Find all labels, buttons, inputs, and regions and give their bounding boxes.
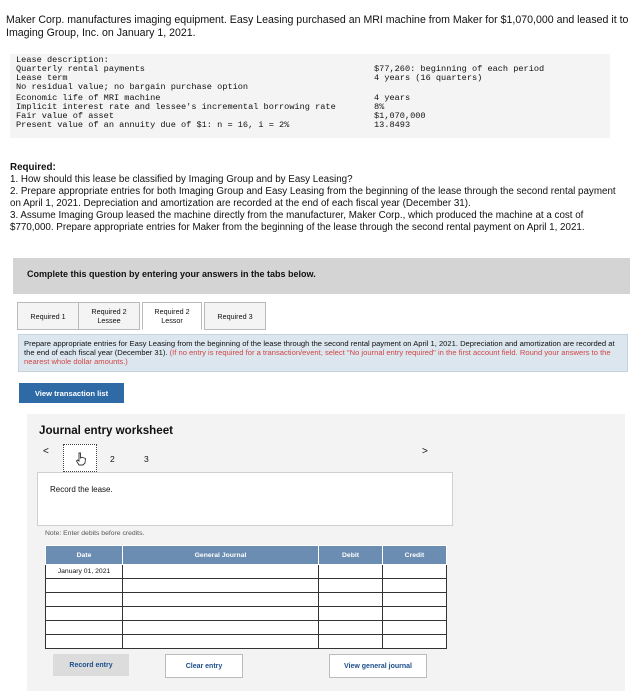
instructions-main: Prepare appropriate entries for Easy Leasing from the beginning of the lease through the second rental payment on April 1, 2021. Depreciation and amortization are recorded at the end of each fiscal year (December 31).	[24, 339, 615, 357]
debit-cell[interactable]	[319, 579, 383, 593]
lease-desc-row	[16, 121, 604, 130]
record-instruction-text: Record the lease.	[50, 485, 113, 494]
tab-required-2-lessee[interactable]: Required 2 Lessee	[78, 302, 140, 330]
column-header-date: Date	[46, 546, 123, 565]
table-row	[46, 579, 447, 593]
date-cell[interactable]	[46, 579, 123, 593]
debits-before-credits-note: Note: Enter debits before credits.	[45, 530, 145, 537]
column-header-credit: Credit	[383, 546, 447, 565]
credit-cell[interactable]	[383, 593, 447, 607]
prev-icon[interactable]: <	[43, 446, 49, 457]
date-cell[interactable]	[46, 607, 123, 621]
credit-cell[interactable]	[383, 635, 447, 649]
date-cell[interactable]	[46, 635, 123, 649]
tab-required-1[interactable]: Required 1	[17, 302, 79, 330]
credit-cell[interactable]	[383, 579, 447, 593]
credit-cell[interactable]	[383, 621, 447, 635]
credit-cell[interactable]	[383, 565, 447, 579]
lease-desc-label: Implicit interest rate and lessee's incremental borrowing rate	[16, 102, 336, 112]
account-cell[interactable]	[123, 565, 319, 579]
worksheet-page-2[interactable]: 2	[110, 454, 115, 464]
pointer-icon	[74, 452, 88, 466]
record-instruction-box	[37, 472, 453, 526]
lease-desc-value: 13.8493	[374, 120, 411, 130]
required-item-1: 1. How should this lease be classified by Imaging Group and by Easy Leasing?	[10, 174, 353, 185]
credit-cell[interactable]	[383, 607, 447, 621]
lease-desc-value: 8%	[374, 102, 385, 112]
lease-desc-value: $1,070,000	[374, 111, 426, 121]
instructions-note: (If no entry is required for a transaction/event, select "No journal entry required" in the first account field. Round your answers to the nearest whole dollar amounts.)	[24, 348, 611, 366]
problem-intro: Maker Corp. manufactures imaging equipment. Easy Leasing purchased an MRI machine from Maker for $1,070,000 and leased it to Imaging Group, Inc. on January 1, 2021.	[6, 14, 629, 39]
required-item-2: 2. Prepare appropriate entries for both Imaging Group and Easy Leasing from the beginning of the lease through the second rental payment on April 1, 2021. Depreciation and amortization are recorded at the end of each fiscal year (December 31).	[10, 186, 616, 209]
column-header-debit: Debit	[319, 546, 383, 565]
column-header-general-journal: General Journal	[123, 546, 319, 565]
view-transaction-list-button[interactable]: View transaction list	[19, 383, 124, 403]
lease-desc-row	[16, 83, 604, 92]
record-entry-button[interactable]: Record entry	[53, 654, 129, 676]
lease-desc-value: $77,260: beginning of each period	[374, 64, 545, 74]
date-cell[interactable]	[46, 621, 123, 635]
worksheet-page-3[interactable]: 3	[144, 454, 149, 464]
journal-table	[45, 545, 447, 649]
next-icon[interactable]: >	[422, 446, 428, 457]
date-cell[interactable]: January 01, 2021	[46, 565, 123, 579]
debit-cell[interactable]	[319, 621, 383, 635]
journal-entry-worksheet	[27, 414, 625, 691]
lease-description-box	[10, 54, 610, 138]
tab-required-3[interactable]: Required 3	[204, 302, 266, 330]
tab-required-2-lessor[interactable]: Required 2 Lessor	[142, 302, 202, 330]
lease-desc-label: No residual value; no bargain purchase option	[16, 82, 249, 92]
table-row	[46, 635, 447, 649]
lease-desc-label: Lease description:	[16, 55, 109, 65]
clear-entry-button[interactable]: Clear entry	[165, 654, 243, 678]
required-heading: Required:	[10, 162, 56, 173]
lease-desc-label: Quarterly rental payments	[16, 64, 145, 74]
debit-cell[interactable]	[319, 565, 383, 579]
debit-cell[interactable]	[319, 593, 383, 607]
date-cell[interactable]	[46, 593, 123, 607]
required-item-3: 3. Assume Imaging Group leased the machine directly from the manufacturer, Maker Corp., which produced the machine at a cost of $770,000. Prepare appropriate entries for Maker from the beginning of the lease through the second rental payment on April 1, 2021.	[10, 210, 585, 233]
account-cell[interactable]	[123, 635, 319, 649]
debit-cell[interactable]	[319, 635, 383, 649]
table-row	[46, 621, 447, 635]
debit-cell[interactable]	[319, 607, 383, 621]
worksheet-page-1[interactable]	[63, 444, 97, 472]
panel-title: Complete this question by entering your answers in the tabs below.	[27, 269, 316, 279]
table-row	[46, 565, 447, 579]
lease-desc-value: 4 years (16 quarters)	[374, 73, 483, 83]
lease-desc-label: Fair value of asset	[16, 111, 114, 121]
account-cell[interactable]	[123, 593, 319, 607]
account-cell[interactable]	[123, 607, 319, 621]
table-row	[46, 593, 447, 607]
lease-desc-label: Lease term	[16, 73, 68, 83]
lease-desc-label: Economic life of MRI machine	[16, 93, 161, 103]
account-cell[interactable]	[123, 621, 319, 635]
worksheet-title: Journal entry worksheet	[39, 424, 174, 437]
lease-desc-row	[16, 65, 604, 74]
journal-header-row	[46, 546, 447, 565]
lease-desc-value: 4 years	[374, 93, 411, 103]
view-general-journal-button[interactable]: View general journal	[329, 654, 427, 678]
required-section	[10, 162, 625, 234]
tab-instructions	[18, 334, 628, 372]
table-row	[46, 607, 447, 621]
account-cell[interactable]	[123, 579, 319, 593]
instructions-panel	[13, 258, 630, 294]
lease-desc-label: Present value of an annuity due of $1: n = 16, i = 2%	[16, 120, 290, 130]
